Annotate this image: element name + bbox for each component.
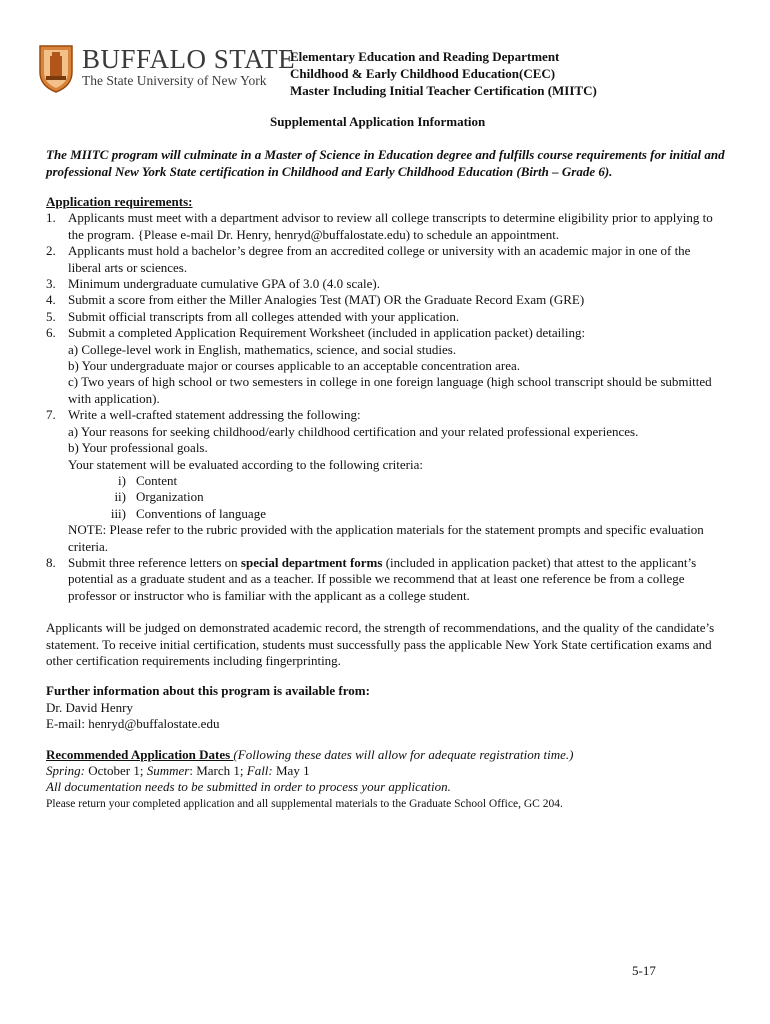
list-item	[46, 555, 726, 604]
dates-heading-line	[46, 747, 726, 763]
list-item	[46, 309, 726, 325]
header-line-1: Elementary Education and Reading Department	[290, 49, 560, 64]
program-intro: The MIITC program will culminate in a Master of Science in Education degree and fulfills course requirements for initial and professional New York State certification in Childhood and Early Childhood Education (Birth – Grade 6).	[46, 147, 725, 179]
criteria-text: Organization	[136, 489, 204, 505]
statement-note: NOTE: Please refer to the rubric provided with the application materials for the statement prompts and specific evaluation criteria.	[68, 522, 704, 554]
item-number: 4.	[46, 292, 56, 308]
criteria-number: iii)	[110, 505, 126, 521]
judging-paragraph: Applicants will be judged on demonstrated academic record, the strength of recommendations, and the quality of the candidate’s statement. To receive initial certification, students must successfully pass the applicable New York State certification exams and other certification requirements including fingerprinting.	[46, 620, 715, 668]
seal-icon	[36, 42, 76, 94]
return-instructions: Please return your completed application and all supplemental materials to the Graduate School Office, GC 204.	[46, 797, 563, 810]
sub-item: a) Your reasons for seeking childhood/early childhood certification and your related professional experiences.	[68, 423, 639, 439]
item-text: Minimum undergraduate cumulative GPA of 3.0 (4.0 scale).	[68, 276, 380, 292]
list-item	[46, 407, 726, 423]
criteria-text: Content	[136, 472, 178, 488]
spring-label: Spring:	[46, 763, 85, 778]
item-8-text-before: Submit three reference letters on	[68, 554, 241, 570]
list-item	[46, 276, 726, 292]
header-line-2: Childhood & Early Childhood Education(CEC)	[290, 66, 556, 81]
requirements-heading: Application requirements:	[46, 194, 193, 209]
list-item	[46, 325, 726, 341]
item-text: Applicants must meet with a department advisor to review all college transcripts to determine eligibility prior to applying to the program. {Please e-mail Dr. Henry, henryd@buffalostate.edu) to schedule an appointment.	[68, 210, 713, 242]
page-number: 5-17	[632, 963, 656, 978]
documentation-note: All documentation needs to be submitted in order to process your application.	[46, 779, 451, 795]
summer-label: Summer	[146, 763, 190, 778]
criteria-text: Conventions of language	[136, 505, 266, 521]
item-number: 7.	[46, 407, 56, 423]
contact-name: Dr. David Henry	[46, 699, 134, 715]
criteria-number: ii)	[114, 489, 126, 505]
buffalo-state-logo	[36, 42, 296, 94]
item-7-subitems	[46, 424, 726, 555]
item-text: Applicants must hold a bachelor’s degree from an accredited college or university with an academic major in one of the liberal arts or sciences.	[68, 243, 691, 275]
item-number: 2.	[46, 243, 56, 259]
criteria-item	[104, 489, 726, 505]
dates-heading: Recommended Application Dates	[46, 746, 234, 762]
item-text: Submit a score from either the Miller Analogies Test (MAT) OR the Graduate Record Exam (GRE)	[68, 292, 585, 308]
criteria-intro: Your statement will be evaluated according to the following criteria:	[68, 456, 423, 472]
sub-item: b) Your professional goals.	[68, 440, 208, 456]
requirements-list	[46, 210, 726, 604]
criteria-list	[68, 473, 726, 522]
summer-date: : March 1;	[189, 763, 247, 778]
item-8-text-bold: special department forms	[240, 554, 383, 570]
item-8-text-after: (included in application packet) that attest to the applicant’s potential as a graduate student and as a teacher. If possible we recommend that at least one reference be from a college professor or instructor who is familiar with the applicant as a college student.	[68, 554, 697, 603]
header-line-3: Master Including Initial Teacher Certification (MIITC)	[290, 83, 597, 98]
department-header	[290, 48, 597, 99]
list-item	[46, 210, 726, 243]
list-item	[46, 243, 726, 276]
main-content	[46, 194, 726, 812]
sub-item: c) Two years of high school or two semesters in college in one foreign language (high school transcript should be submitted with application).	[68, 374, 712, 406]
fall-label: Fall:	[246, 763, 273, 778]
logo-name: BUFFALO STATE	[82, 44, 296, 74]
item-number: 1.	[46, 210, 56, 226]
item-text: Submit a completed Application Requirement Worksheet (included in application packet) detailing:	[68, 325, 586, 341]
sub-item: a) College-level work in English, mathematics, science, and social studies.	[68, 341, 457, 357]
item-text	[68, 555, 726, 604]
item-text: Submit official transcripts from all colleges attended with your application.	[68, 308, 460, 324]
dates-line	[46, 763, 726, 779]
item-number: 8.	[46, 554, 56, 570]
criteria-item	[104, 473, 726, 489]
dates-note: (Following these dates will allow for adequate registration time.)	[233, 746, 574, 762]
application-dates	[46, 747, 726, 813]
spring-date: October 1;	[85, 763, 147, 778]
item-text: Write a well-crafted statement addressing the following:	[68, 407, 361, 423]
list-item	[46, 292, 726, 308]
logo-subtitle: The State University of New York	[82, 73, 267, 88]
item-number: 6.	[46, 325, 56, 341]
criteria-number: i)	[118, 472, 126, 488]
further-heading: Further information about this program is available from:	[46, 683, 370, 699]
supplemental-title: Supplemental Application Information	[270, 114, 486, 129]
item-6-subitems	[46, 342, 726, 408]
sub-item: b) Your undergraduate major or courses applicable to an acceptable concentration area.	[68, 358, 521, 374]
item-number: 3.	[46, 276, 56, 292]
further-info	[46, 683, 726, 732]
item-number: 5.	[46, 308, 56, 324]
criteria-item	[104, 506, 726, 522]
contact-email: E-mail: henryd@buffalostate.edu	[46, 716, 220, 732]
fall-date: May 1	[272, 763, 310, 778]
